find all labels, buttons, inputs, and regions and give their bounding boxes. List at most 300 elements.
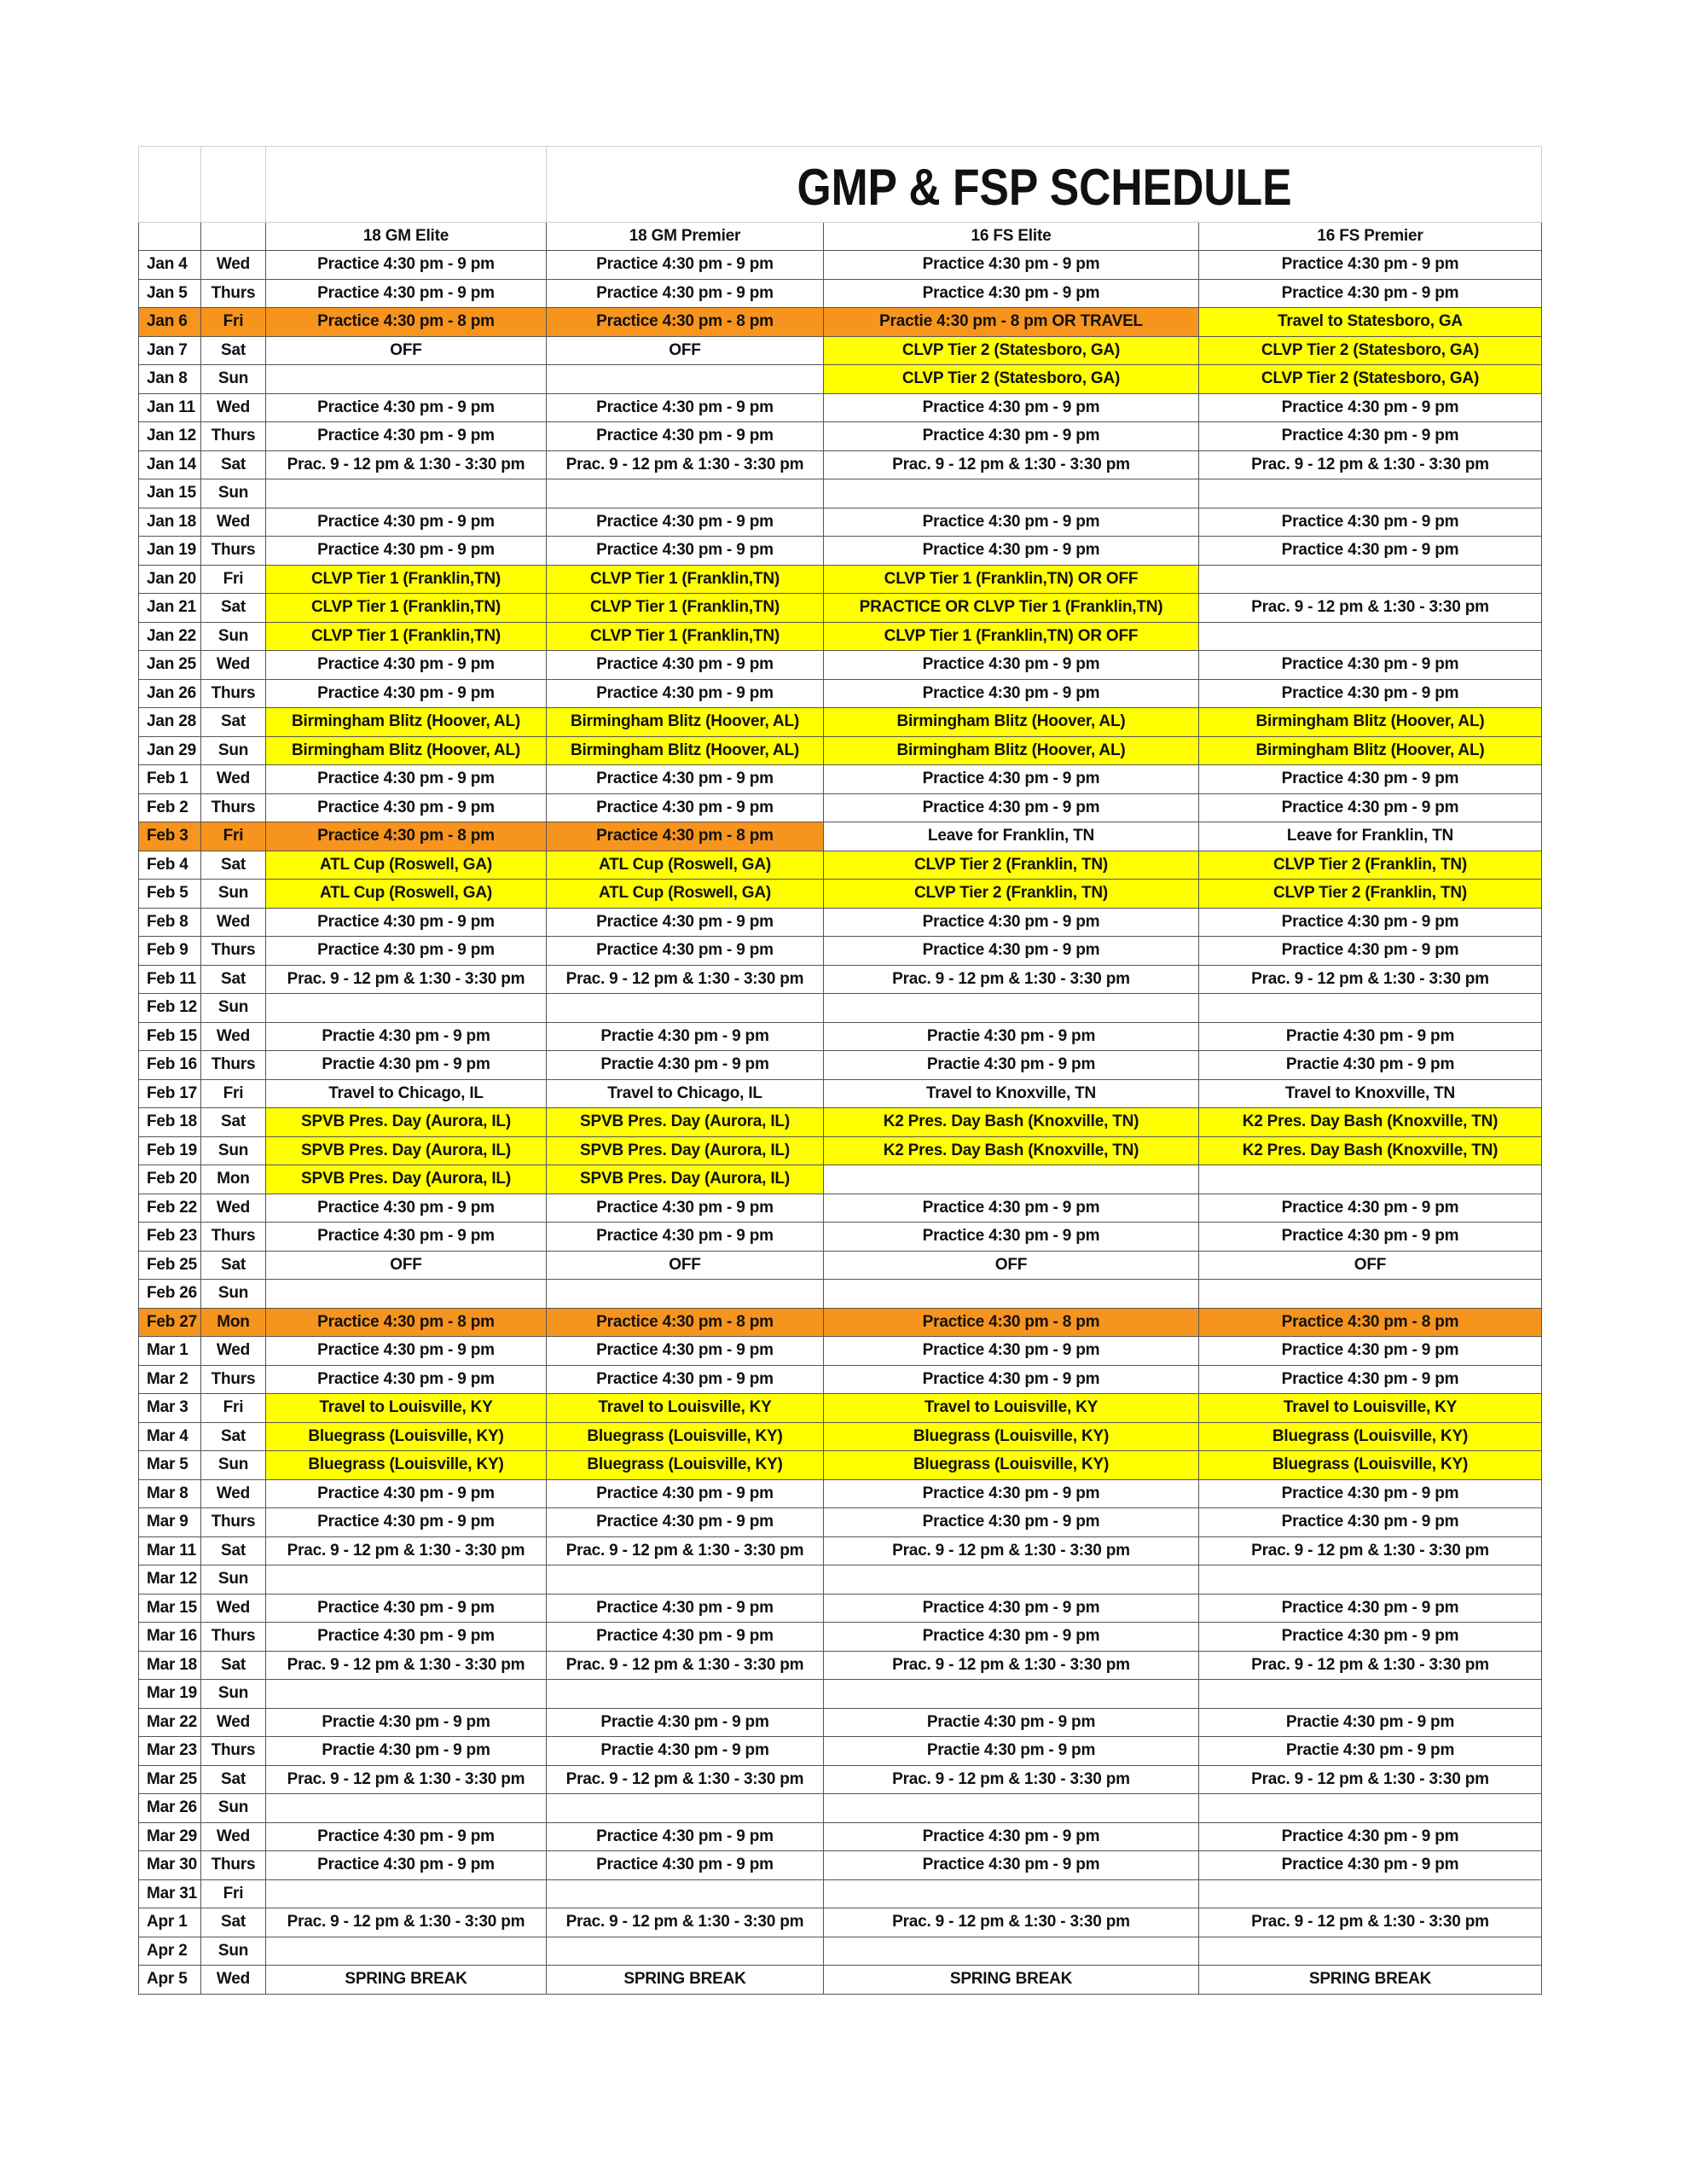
schedule-row <box>139 793 1542 822</box>
schedule-cell: Practice 4:30 pm - 9 pm <box>1199 1479 1542 1508</box>
date-cell: Jan 8 <box>139 365 201 394</box>
day-cell: Sat <box>201 1422 266 1451</box>
schedule-cell: SPRING BREAK <box>266 1966 547 1995</box>
date-cell: Jan 12 <box>139 422 201 451</box>
schedule-cell: Practice 4:30 pm - 9 pm <box>824 1851 1199 1880</box>
schedule-cell: Practie 4:30 pm - 9 pm <box>1199 1737 1542 1766</box>
schedule-cell: Practice 4:30 pm - 9 pm <box>1199 1822 1542 1851</box>
schedule-cell <box>824 1280 1199 1309</box>
schedule-row <box>139 1508 1542 1537</box>
schedule-cell: Practice 4:30 pm - 9 pm <box>547 793 824 822</box>
schedule-row <box>139 1765 1542 1794</box>
schedule-row <box>139 1708 1542 1737</box>
schedule-row <box>139 937 1542 966</box>
schedule-cell: Prac. 9 - 12 pm & 1:30 - 3:30 pm <box>1199 1651 1542 1680</box>
schedule-row <box>139 308 1542 337</box>
schedule-cell: Practice 4:30 pm - 9 pm <box>1199 908 1542 937</box>
schedule-cell <box>547 1879 824 1908</box>
schedule-cell: Practie 4:30 pm - 9 pm <box>547 1051 824 1080</box>
schedule-cell: Practie 4:30 pm - 8 pm OR TRAVEL <box>824 308 1199 337</box>
schedule-row <box>139 1108 1542 1137</box>
date-cell: Mar 16 <box>139 1623 201 1652</box>
day-cell: Thurs <box>201 1223 266 1252</box>
schedule-row <box>139 736 1542 765</box>
schedule-row <box>139 1136 1542 1165</box>
schedule-cell <box>824 1794 1199 1823</box>
date-cell: Jan 25 <box>139 651 201 680</box>
schedule-row <box>139 1051 1542 1080</box>
schedule-cell: Practice 4:30 pm - 8 pm <box>547 822 824 851</box>
day-cell: Thurs <box>201 537 266 566</box>
day-cell: Fri <box>201 1079 266 1108</box>
schedule-cell: Practie 4:30 pm - 9 pm <box>266 1022 547 1051</box>
schedule-cell: Practice 4:30 pm - 9 pm <box>266 937 547 966</box>
schedule-cell: OFF <box>824 1251 1199 1280</box>
schedule-cell: Prac. 9 - 12 pm & 1:30 - 3:30 pm <box>824 1765 1199 1794</box>
schedule-cell: Travel to Louisville, KY <box>547 1394 824 1423</box>
schedule-cell: Practice 4:30 pm - 9 pm <box>547 1365 824 1394</box>
schedule-cell: Practice 4:30 pm - 9 pm <box>266 508 547 537</box>
date-cell: Mar 19 <box>139 1680 201 1709</box>
day-cell: Thurs <box>201 1051 266 1080</box>
day-cell: Sun <box>201 1794 266 1823</box>
schedule-cell <box>266 479 547 508</box>
day-cell: Wed <box>201 1022 266 1051</box>
day-cell: Sat <box>201 1108 266 1137</box>
schedule-cell: Practice 4:30 pm - 9 pm <box>547 279 824 308</box>
day-cell: Sun <box>201 622 266 651</box>
schedule-cell <box>266 1565 547 1594</box>
schedule-row <box>139 1594 1542 1623</box>
schedule-cell: Practice 4:30 pm - 9 pm <box>824 1365 1199 1394</box>
schedule-cell: Practice 4:30 pm - 9 pm <box>824 1223 1199 1252</box>
schedule-cell: Practice 4:30 pm - 9 pm <box>547 651 824 680</box>
schedule-cell: Birmingham Blitz (Hoover, AL) <box>824 736 1199 765</box>
schedule-cell: Practice 4:30 pm - 9 pm <box>824 251 1199 280</box>
schedule-cell: Bluegrass (Louisville, KY) <box>266 1422 547 1451</box>
schedule-row <box>139 336 1542 365</box>
schedule-cell: Practice 4:30 pm - 9 pm <box>1199 679 1542 708</box>
schedule-cell: CLVP Tier 1 (Franklin,TN) <box>547 565 824 594</box>
day-cell: Thurs <box>201 1623 266 1652</box>
date-cell: Mar 2 <box>139 1365 201 1394</box>
schedule-cell: Bluegrass (Louisville, KY) <box>824 1451 1199 1480</box>
schedule-row <box>139 508 1542 537</box>
date-cell: Feb 26 <box>139 1280 201 1309</box>
schedule-cell: Practice 4:30 pm - 9 pm <box>1199 1851 1542 1880</box>
schedule-cell: CLVP Tier 1 (Franklin,TN) OR OFF <box>824 565 1199 594</box>
date-cell: Feb 16 <box>139 1051 201 1080</box>
schedule-cell: Practice 4:30 pm - 9 pm <box>824 1822 1199 1851</box>
schedule-cell: Prac. 9 - 12 pm & 1:30 - 3:30 pm <box>824 1908 1199 1937</box>
schedule-cell: Practice 4:30 pm - 9 pm <box>266 651 547 680</box>
schedule-cell: Practice 4:30 pm - 9 pm <box>1199 765 1542 794</box>
schedule-cell: Practice 4:30 pm - 9 pm <box>824 537 1199 566</box>
schedule-cell <box>1199 994 1542 1023</box>
schedule-cell: CLVP Tier 2 (Franklin, TN) <box>824 851 1199 880</box>
schedule-cell: K2 Pres. Day Bash (Knoxville, TN) <box>1199 1108 1542 1137</box>
schedule-cell: Travel to Chicago, IL <box>266 1079 547 1108</box>
date-cell: Feb 18 <box>139 1108 201 1137</box>
schedule-row <box>139 1565 1542 1594</box>
schedule-cell: Practie 4:30 pm - 9 pm <box>1199 1051 1542 1080</box>
date-cell: Mar 30 <box>139 1851 201 1880</box>
schedule-cell: Practice 4:30 pm - 9 pm <box>824 1479 1199 1508</box>
schedule-cell: SPRING BREAK <box>824 1966 1199 1995</box>
schedule-cell: Practice 4:30 pm - 9 pm <box>266 1623 547 1652</box>
date-cell: Jan 18 <box>139 508 201 537</box>
date-cell: Mar 23 <box>139 1737 201 1766</box>
schedule-cell: CLVP Tier 1 (Franklin,TN) <box>547 622 824 651</box>
schedule-row <box>139 1623 1542 1652</box>
schedule-cell: ATL Cup (Roswell, GA) <box>266 880 547 909</box>
date-cell: Mar 3 <box>139 1394 201 1423</box>
date-cell: Jan 19 <box>139 537 201 566</box>
schedule-cell: Practice 4:30 pm - 9 pm <box>547 1479 824 1508</box>
date-cell: Mar 15 <box>139 1594 201 1623</box>
day-cell: Thurs <box>201 937 266 966</box>
day-cell: Sun <box>201 1136 266 1165</box>
date-cell: Feb 8 <box>139 908 201 937</box>
schedule-cell: Practie 4:30 pm - 9 pm <box>824 1022 1199 1051</box>
schedule-cell: Practice 4:30 pm - 9 pm <box>266 1594 547 1623</box>
date-cell: Feb 5 <box>139 880 201 909</box>
schedule-cell: Practie 4:30 pm - 9 pm <box>1199 1708 1542 1737</box>
schedule-row <box>139 1365 1542 1394</box>
schedule-cell: Practice 4:30 pm - 8 pm <box>547 1308 824 1337</box>
schedule-cell: Practie 4:30 pm - 9 pm <box>266 1708 547 1737</box>
schedule-row <box>139 594 1542 623</box>
schedule-cell: Practice 4:30 pm - 9 pm <box>547 1594 824 1623</box>
schedule-cell: Practice 4:30 pm - 9 pm <box>547 1851 824 1880</box>
day-cell: Sun <box>201 1565 266 1594</box>
schedule-cell: Practice 4:30 pm - 9 pm <box>547 908 824 937</box>
date-cell: Feb 12 <box>139 994 201 1023</box>
day-cell: Sun <box>201 1937 266 1966</box>
day-cell: Fri <box>201 1394 266 1423</box>
day-cell: Wed <box>201 251 266 280</box>
schedule-row <box>139 880 1542 909</box>
schedule-row <box>139 622 1542 651</box>
schedule-cell: Practice 4:30 pm - 9 pm <box>824 1337 1199 1366</box>
date-cell: Mar 9 <box>139 1508 201 1537</box>
schedule-cell <box>547 365 824 394</box>
day-cell: Wed <box>201 508 266 537</box>
schedule-row <box>139 365 1542 394</box>
schedule-cell <box>1199 622 1542 651</box>
schedule-cell: Practice 4:30 pm - 9 pm <box>824 393 1199 422</box>
day-cell: Sat <box>201 594 266 623</box>
schedule-row <box>139 851 1542 880</box>
date-cell: Jan 28 <box>139 708 201 737</box>
schedule-row <box>139 1479 1542 1508</box>
schedule-row <box>139 1851 1542 1880</box>
schedule-cell: CLVP Tier 1 (Franklin,TN) <box>266 594 547 623</box>
schedule-cell: Practice 4:30 pm - 9 pm <box>266 279 547 308</box>
day-cell: Sat <box>201 450 266 479</box>
blank-cell <box>266 147 547 223</box>
schedule-cell <box>266 1280 547 1309</box>
schedule-cell: SPVB Pres. Day (Aurora, IL) <box>547 1165 824 1194</box>
schedule-cell: OFF <box>1199 1251 1542 1280</box>
schedule-cell: Practice 4:30 pm - 9 pm <box>824 937 1199 966</box>
schedule-cell: Bluegrass (Louisville, KY) <box>1199 1451 1542 1480</box>
schedule-row <box>139 908 1542 937</box>
schedule-cell: Practice 4:30 pm - 9 pm <box>547 1337 824 1366</box>
date-cell: Feb 20 <box>139 1165 201 1194</box>
schedule-cell: Practice 4:30 pm - 9 pm <box>266 1365 547 1394</box>
schedule-cell <box>824 1937 1199 1966</box>
schedule-cell: Leave for Franklin, TN <box>824 822 1199 851</box>
schedule-cell: Birmingham Blitz (Hoover, AL) <box>547 708 824 737</box>
schedule-cell: CLVP Tier 2 (Statesboro, GA) <box>824 365 1199 394</box>
schedule-cell: OFF <box>266 336 547 365</box>
schedule-cell: Prac. 9 - 12 pm & 1:30 - 3:30 pm <box>547 1536 824 1565</box>
schedule-cell: Practice 4:30 pm - 9 pm <box>266 1822 547 1851</box>
schedule-cell: Travel to Statesboro, GA <box>1199 308 1542 337</box>
schedule-cell: CLVP Tier 2 (Franklin, TN) <box>1199 880 1542 909</box>
day-cell: Wed <box>201 908 266 937</box>
date-cell: Apr 1 <box>139 1908 201 1937</box>
day-cell: Thurs <box>201 422 266 451</box>
schedule-cell: Practice 4:30 pm - 9 pm <box>266 251 547 280</box>
schedule-cell: Birmingham Blitz (Hoover, AL) <box>824 708 1199 737</box>
schedule-cell: Practice 4:30 pm - 8 pm <box>266 822 547 851</box>
schedule-cell: Practice 4:30 pm - 9 pm <box>1199 937 1542 966</box>
schedule-cell: Practice 4:30 pm - 9 pm <box>824 1594 1199 1623</box>
day-cell: Wed <box>201 1337 266 1366</box>
day-cell: Wed <box>201 1194 266 1223</box>
schedule-cell: Practice 4:30 pm - 9 pm <box>824 279 1199 308</box>
schedule-cell: CLVP Tier 1 (Franklin,TN) <box>266 622 547 651</box>
schedule-cell: Practice 4:30 pm - 8 pm <box>266 1308 547 1337</box>
schedule-cell: Practice 4:30 pm - 9 pm <box>547 393 824 422</box>
date-cell: Mar 26 <box>139 1794 201 1823</box>
schedule-cell: Travel to Chicago, IL <box>547 1079 824 1108</box>
day-cell: Sun <box>201 1280 266 1309</box>
schedule-cell: Practice 4:30 pm - 9 pm <box>824 1508 1199 1537</box>
schedule-cell <box>547 1680 824 1709</box>
schedule-cell: Prac. 9 - 12 pm & 1:30 - 3:30 pm <box>547 1651 824 1680</box>
date-cell: Feb 1 <box>139 765 201 794</box>
date-cell: Feb 27 <box>139 1308 201 1337</box>
schedule-cell: Practie 4:30 pm - 9 pm <box>824 1737 1199 1766</box>
schedule-cell: Practice 4:30 pm - 9 pm <box>1199 1223 1542 1252</box>
schedule-cell: ATL Cup (Roswell, GA) <box>547 880 824 909</box>
schedule-row <box>139 450 1542 479</box>
date-cell: Feb 11 <box>139 965 201 994</box>
date-cell: Mar 1 <box>139 1337 201 1366</box>
schedule-cell: OFF <box>266 1251 547 1280</box>
schedule-cell <box>547 1280 824 1309</box>
date-cell: Mar 31 <box>139 1879 201 1908</box>
schedule-cell: SPVB Pres. Day (Aurora, IL) <box>266 1165 547 1194</box>
schedule-cell <box>547 994 824 1023</box>
schedule-row <box>139 1536 1542 1565</box>
day-cell: Sun <box>201 736 266 765</box>
schedule-cell: Practice 4:30 pm - 9 pm <box>266 537 547 566</box>
day-cell: Thurs <box>201 679 266 708</box>
schedule-cell: Practice 4:30 pm - 8 pm <box>547 308 824 337</box>
schedule-cell: PRACTICE OR CLVP Tier 1 (Franklin,TN) <box>824 594 1199 623</box>
schedule-cell: Prac. 9 - 12 pm & 1:30 - 3:30 pm <box>266 1765 547 1794</box>
column-header: 16 FS Elite <box>824 223 1199 251</box>
schedule-cell: Practice 4:30 pm - 9 pm <box>547 1508 824 1537</box>
schedule-cell: Prac. 9 - 12 pm & 1:30 - 3:30 pm <box>1199 965 1542 994</box>
day-cell: Sat <box>201 851 266 880</box>
schedule-cell: Prac. 9 - 12 pm & 1:30 - 3:30 pm <box>824 450 1199 479</box>
date-cell: Mar 22 <box>139 1708 201 1737</box>
column-header: 18 GM Premier <box>547 223 824 251</box>
day-cell: Sat <box>201 965 266 994</box>
schedule-cell <box>824 479 1199 508</box>
day-cell: Thurs <box>201 793 266 822</box>
day-cell: Wed <box>201 1594 266 1623</box>
schedule-table <box>138 146 1542 1995</box>
date-cell: Feb 9 <box>139 937 201 966</box>
schedule-cell <box>1199 1680 1542 1709</box>
schedule-cell: Practice 4:30 pm - 9 pm <box>266 422 547 451</box>
schedule-cell: CLVP Tier 1 (Franklin,TN) OR OFF <box>824 622 1199 651</box>
schedule-cell: Practice 4:30 pm - 9 pm <box>1199 1508 1542 1537</box>
schedule-cell: Practice 4:30 pm - 9 pm <box>1199 651 1542 680</box>
day-cell: Sun <box>201 994 266 1023</box>
schedule-cell <box>824 994 1199 1023</box>
day-cell: Thurs <box>201 1737 266 1766</box>
date-cell: Feb 22 <box>139 1194 201 1223</box>
page-title: GMP & FSP SCHEDULE <box>616 147 1472 223</box>
date-cell: Jan 7 <box>139 336 201 365</box>
date-cell: Feb 23 <box>139 1223 201 1252</box>
day-cell: Sun <box>201 365 266 394</box>
schedule-cell: Practice 4:30 pm - 9 pm <box>266 1337 547 1366</box>
schedule-cell: Practice 4:30 pm - 9 pm <box>1199 1365 1542 1394</box>
schedule-cell: CLVP Tier 2 (Franklin, TN) <box>824 880 1199 909</box>
schedule-cell: Practice 4:30 pm - 9 pm <box>266 1508 547 1537</box>
schedule-cell: Practice 4:30 pm - 9 pm <box>824 651 1199 680</box>
schedule-cell: Practice 4:30 pm - 9 pm <box>824 422 1199 451</box>
schedule-cell: CLVP Tier 2 (Statesboro, GA) <box>1199 336 1542 365</box>
schedule-cell <box>1199 1879 1542 1908</box>
date-cell: Jan 26 <box>139 679 201 708</box>
schedule-cell: Prac. 9 - 12 pm & 1:30 - 3:30 pm <box>1199 1536 1542 1565</box>
schedule-cell <box>1199 479 1542 508</box>
schedule-cell: Practice 4:30 pm - 9 pm <box>266 1223 547 1252</box>
schedule-cell: Prac. 9 - 12 pm & 1:30 - 3:30 pm <box>266 965 547 994</box>
schedule-cell: SPVB Pres. Day (Aurora, IL) <box>547 1108 824 1137</box>
day-cell: Mon <box>201 1308 266 1337</box>
schedule-cell: Bluegrass (Louisville, KY) <box>547 1451 824 1480</box>
date-cell: Mar 25 <box>139 1765 201 1794</box>
day-cell: Mon <box>201 1165 266 1194</box>
schedule-cell: Practice 4:30 pm - 9 pm <box>266 393 547 422</box>
schedule-sheet <box>138 146 1541 1995</box>
schedule-cell: Practice 4:30 pm - 9 pm <box>1199 279 1542 308</box>
schedule-cell: Prac. 9 - 12 pm & 1:30 - 3:30 pm <box>266 450 547 479</box>
schedule-cell: Practice 4:30 pm - 8 pm <box>1199 1308 1542 1337</box>
schedule-cell <box>547 479 824 508</box>
schedule-cell: CLVP Tier 2 (Statesboro, GA) <box>1199 365 1542 394</box>
schedule-cell: Practice 4:30 pm - 9 pm <box>547 1623 824 1652</box>
schedule-row <box>139 1394 1542 1423</box>
schedule-cell <box>547 1565 824 1594</box>
date-cell: Jan 22 <box>139 622 201 651</box>
schedule-cell: Practice 4:30 pm - 9 pm <box>824 793 1199 822</box>
schedule-cell: Practie 4:30 pm - 9 pm <box>1199 1022 1542 1051</box>
day-cell: Sun <box>201 479 266 508</box>
day-cell: Thurs <box>201 279 266 308</box>
schedule-cell: Practice 4:30 pm - 9 pm <box>547 937 824 966</box>
schedule-cell: Prac. 9 - 12 pm & 1:30 - 3:30 pm <box>1199 1765 1542 1794</box>
date-cell: Jan 15 <box>139 479 201 508</box>
date-cell: Feb 2 <box>139 793 201 822</box>
schedule-row <box>139 422 1542 451</box>
schedule-cell <box>266 1937 547 1966</box>
header-date-cell <box>139 223 201 251</box>
schedule-row <box>139 479 1542 508</box>
day-cell: Wed <box>201 765 266 794</box>
schedule-cell <box>266 994 547 1023</box>
schedule-row <box>139 1822 1542 1851</box>
day-cell: Fri <box>201 308 266 337</box>
schedule-cell: Practice 4:30 pm - 9 pm <box>547 422 824 451</box>
schedule-row <box>139 565 1542 594</box>
schedule-cell: Bluegrass (Louisville, KY) <box>547 1422 824 1451</box>
schedule-cell <box>266 1879 547 1908</box>
schedule-cell: Prac. 9 - 12 pm & 1:30 - 3:30 pm <box>547 450 824 479</box>
schedule-cell: Prac. 9 - 12 pm & 1:30 - 3:30 pm <box>824 1536 1199 1565</box>
schedule-cell <box>547 1794 824 1823</box>
schedule-cell: K2 Pres. Day Bash (Knoxville, TN) <box>824 1136 1199 1165</box>
date-cell: Jan 14 <box>139 450 201 479</box>
schedule-cell: K2 Pres. Day Bash (Knoxville, TN) <box>824 1108 1199 1137</box>
schedule-cell: Practice 4:30 pm - 8 pm <box>266 308 547 337</box>
schedule-cell: OFF <box>547 1251 824 1280</box>
schedule-cell: CLVP Tier 2 (Franklin, TN) <box>1199 851 1542 880</box>
day-cell: Fri <box>201 822 266 851</box>
schedule-cell: CLVP Tier 1 (Franklin,TN) <box>547 594 824 623</box>
schedule-row <box>139 1022 1542 1051</box>
schedule-cell: Travel to Louisville, KY <box>824 1394 1199 1423</box>
date-cell: Jan 21 <box>139 594 201 623</box>
date-cell: Apr 2 <box>139 1937 201 1966</box>
date-cell: Feb 4 <box>139 851 201 880</box>
title-row <box>139 147 1542 223</box>
date-cell: Feb 17 <box>139 1079 201 1108</box>
schedule-cell: Practice 4:30 pm - 9 pm <box>1199 793 1542 822</box>
schedule-cell: Practice 4:30 pm - 9 pm <box>824 908 1199 937</box>
schedule-cell: Practice 4:30 pm - 9 pm <box>1199 508 1542 537</box>
schedule-cell <box>824 1680 1199 1709</box>
schedule-cell <box>824 1879 1199 1908</box>
day-cell: Sat <box>201 1908 266 1937</box>
schedule-cell: Prac. 9 - 12 pm & 1:30 - 3:30 pm <box>1199 594 1542 623</box>
schedule-cell: SPRING BREAK <box>547 1966 824 1995</box>
schedule-cell: Practice 4:30 pm - 9 pm <box>547 1822 824 1851</box>
schedule-cell: Practice 4:30 pm - 9 pm <box>266 1194 547 1223</box>
schedule-cell <box>547 1937 824 1966</box>
schedule-cell: Travel to Knoxville, TN <box>1199 1079 1542 1108</box>
date-cell: Mar 11 <box>139 1536 201 1565</box>
schedule-cell: Practice 4:30 pm - 9 pm <box>266 765 547 794</box>
schedule-cell: Prac. 9 - 12 pm & 1:30 - 3:30 pm <box>824 1651 1199 1680</box>
schedule-cell: Practice 4:30 pm - 9 pm <box>1199 1194 1542 1223</box>
schedule-cell: Practice 4:30 pm - 8 pm <box>824 1308 1199 1337</box>
schedule-cell: Prac. 9 - 12 pm & 1:30 - 3:30 pm <box>266 1536 547 1565</box>
schedule-row <box>139 1337 1542 1366</box>
schedule-cell: Practice 4:30 pm - 9 pm <box>266 908 547 937</box>
schedule-cell: Travel to Louisville, KY <box>1199 1394 1542 1423</box>
